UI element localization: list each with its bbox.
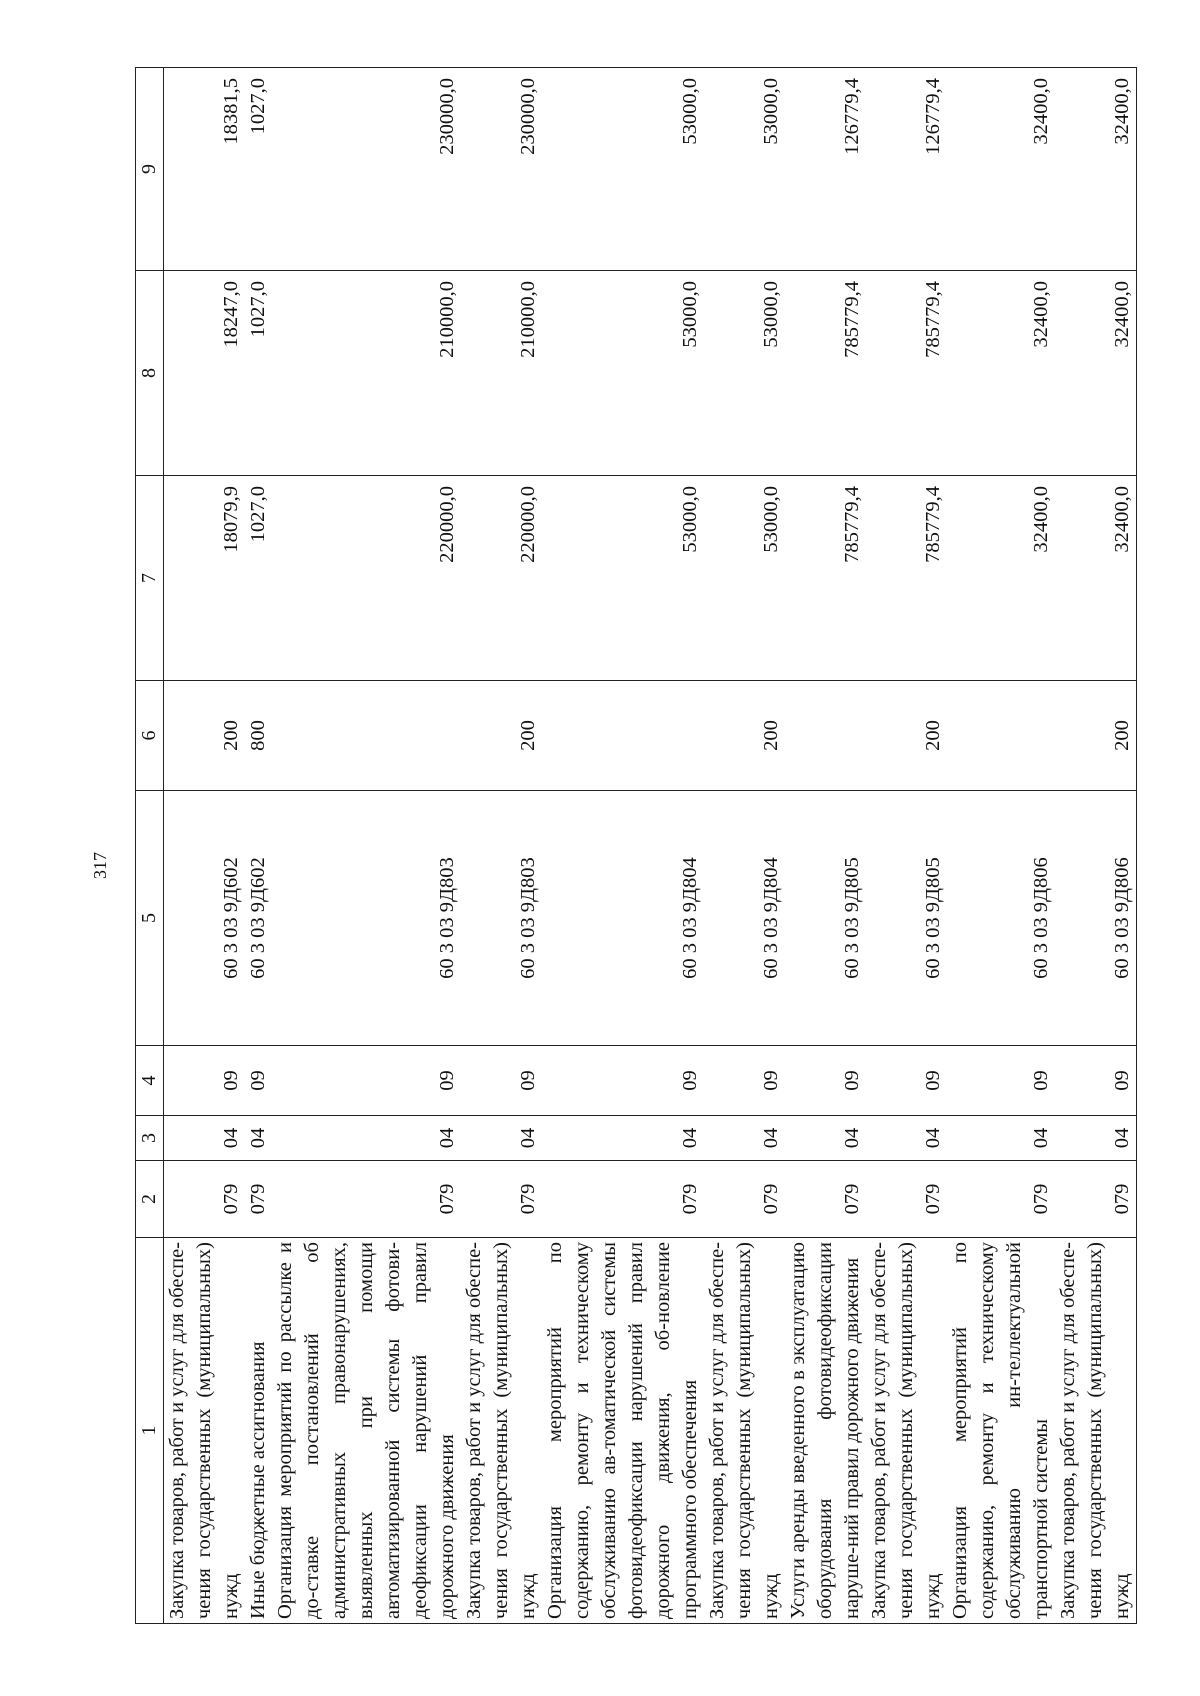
cell-col-5: 60 3 03 9Д806: [1055, 791, 1137, 1046]
cell-value: 18079,9: [220, 486, 242, 553]
cell-value: 800: [247, 720, 269, 751]
cell-value: 04: [220, 1127, 242, 1149]
row-description: [164, 1238, 273, 1624]
row-description: [704, 1238, 785, 1624]
cell-col-7: [164, 476, 273, 681]
cell-col-4: [164, 1046, 273, 1116]
cell-col-3: 04: [866, 1116, 947, 1161]
cell-col-3: 04: [947, 1116, 1055, 1161]
cell-col-6: [947, 681, 1055, 791]
row-description: [272, 1238, 461, 1624]
cell-col-9: 32400,0: [1055, 68, 1137, 271]
row-description-text: Услуги аренды введенного в эксплуатацию оборудования фотовидеофиксации наруше-ний правил дорожного движения: [787, 1242, 863, 1619]
cell-col-2: 079: [704, 1161, 785, 1238]
cell-value: 1027,0: [247, 486, 269, 543]
header-col-2: 2: [136, 1161, 164, 1238]
cell-col-8: 53000,0: [542, 271, 704, 476]
cell-col-6: 200: [704, 681, 785, 791]
cell-col-8: [164, 271, 273, 476]
cell-col-2: 079: [785, 1161, 866, 1238]
cell-col-2: 079: [542, 1161, 704, 1238]
row-description: [542, 1238, 704, 1624]
cell-col-8: 32400,0: [1055, 271, 1137, 476]
cell-col-6: [542, 681, 704, 791]
cell-col-4: 09: [542, 1046, 704, 1116]
cell-col-6: 200: [866, 681, 947, 791]
header-col-3: 3: [136, 1116, 164, 1161]
cell-col-5: 60 3 03 9Д804: [704, 791, 785, 1046]
row-description-text: Организация мероприятий по рассылке и до-ставке постановлений об административных правонарушениях, выявленных при помощи автоматизированной системы фотови-деофиксации нарушений правил дорожного движения: [274, 1242, 458, 1619]
row-description: [866, 1238, 947, 1624]
cell-col-3: 04: [272, 1116, 461, 1161]
cell-col-7: 220000,0: [461, 476, 542, 681]
cell-col-4: 09: [461, 1046, 542, 1116]
table-row: [704, 68, 785, 1624]
cell-value: 09: [220, 1070, 242, 1091]
cell-col-7: 53000,0: [704, 476, 785, 681]
cell-col-4: 09: [1055, 1046, 1137, 1116]
cell-col-9: 126779,4: [866, 68, 947, 271]
header-col-7: 7: [136, 476, 164, 681]
header-col-8: 8: [136, 271, 164, 476]
cell-col-8: 210000,0: [272, 271, 461, 476]
row-description-text: Закупка товаров, работ и услуг для обеспе-чения государственных (муниципальных) нужд: [463, 1242, 539, 1619]
cell-col-9: 53000,0: [704, 68, 785, 271]
cell-value: 18381,5: [220, 78, 242, 145]
cell-value: 18247,0: [220, 281, 242, 348]
cell-col-3: [164, 1116, 273, 1161]
cell-col-5: 60 3 03 9Д805: [785, 791, 866, 1046]
cell-value: 09: [247, 1070, 269, 1091]
table-row: [1055, 68, 1137, 1624]
header-col-6: 6: [136, 681, 164, 791]
cell-col-3: 04: [542, 1116, 704, 1161]
cell-value: 1027,0: [247, 78, 269, 135]
table-row: [542, 68, 704, 1624]
table-row: [272, 68, 461, 1624]
header-col-1: 1: [136, 1238, 164, 1624]
cell-col-2: 079: [866, 1161, 947, 1238]
table-row: [461, 68, 542, 1624]
row-description-text: Закупка товаров, работ и услуг для обеспе-чения государственных (муниципальных) нужд: [166, 1242, 242, 1619]
row-description: [461, 1238, 542, 1624]
cell-col-9: [164, 68, 273, 271]
cell-col-7: 32400,0: [1055, 476, 1137, 681]
cell-col-8: 785779,4: [866, 271, 947, 476]
row-description-text: Закупка товаров, работ и услуг для обеспе-чения государственных (муниципальных) нужд: [706, 1242, 782, 1619]
cell-col-2: 079: [1055, 1161, 1137, 1238]
cell-col-6: 200: [1055, 681, 1137, 791]
cell-col-4: 09: [704, 1046, 785, 1116]
table-row: [947, 68, 1055, 1624]
cell-col-3: 04: [704, 1116, 785, 1161]
cell-col-2: 079: [947, 1161, 1055, 1238]
cell-col-4: 09: [866, 1046, 947, 1116]
row-description-text: Закупка товаров, работ и услуг для обеспе-чения государственных (муниципальных) нужд: [868, 1242, 944, 1619]
cell-value: 60 3 03 9Д602: [220, 857, 242, 979]
cell-value: 1027,0: [247, 281, 269, 338]
cell-col-9: 126779,4: [785, 68, 866, 271]
header-col-4: 4: [136, 1046, 164, 1116]
cell-col-9: 230000,0: [272, 68, 461, 271]
cell-col-2: [164, 1161, 273, 1238]
row-description-text: Закупка товаров, работ и услуг для обеспе-чения государственных (муниципальных) нужд: [1057, 1242, 1133, 1619]
cell-col-7: 32400,0: [947, 476, 1055, 681]
cell-col-6: [272, 681, 461, 791]
cell-col-5: [164, 791, 273, 1046]
cell-col-7: 53000,0: [542, 476, 704, 681]
cell-col-2: 079: [461, 1161, 542, 1238]
cell-col-5: 60 3 03 9Д804: [542, 791, 704, 1046]
cell-col-4: 09: [785, 1046, 866, 1116]
cell-col-3: 04: [785, 1116, 866, 1161]
cell-col-3: 04: [1055, 1116, 1137, 1161]
cell-value: 60 3 03 9Д602: [247, 857, 269, 979]
cell-value: 04: [247, 1127, 269, 1149]
cell-col-5: 60 3 03 9Д806: [947, 791, 1055, 1046]
cell-col-4: 09: [947, 1046, 1055, 1116]
row-description: [1055, 1238, 1137, 1624]
row-description-text-2: Иные бюджетные ассигнования: [247, 1341, 269, 1619]
cell-col-7: 785779,4: [866, 476, 947, 681]
cell-col-5: 60 3 03 9Д805: [866, 791, 947, 1046]
cell-col-3: 04: [461, 1116, 542, 1161]
row-description-text: Организация мероприятий по содержанию, ремонту и техническому обслуживанию ин-теллектуальной транспортной системы: [949, 1242, 1052, 1619]
cell-col-6: [164, 681, 273, 791]
cell-col-5: 60 3 03 9Д803: [461, 791, 542, 1046]
cell-col-9: 230000,0: [461, 68, 542, 271]
cell-col-8: 785779,4: [785, 271, 866, 476]
page-number: [87, 835, 113, 895]
header-col-5: 5: [136, 791, 164, 1046]
cell-value: 079: [220, 1183, 242, 1215]
cell-col-8: 210000,0: [461, 271, 542, 476]
cell-col-6: [785, 681, 866, 791]
cell-col-8: 53000,0: [704, 271, 785, 476]
cell-col-2: 079: [272, 1161, 461, 1238]
cell-col-4: 09: [272, 1046, 461, 1116]
cell-col-9: 32400,0: [947, 68, 1055, 271]
budget-table: [135, 67, 1137, 1624]
cell-col-8: 32400,0: [947, 271, 1055, 476]
table-row: [866, 68, 947, 1624]
table-row: [164, 68, 273, 1624]
cell-col-6: 200: [461, 681, 542, 791]
cell-col-5: 60 3 03 9Д803: [272, 791, 461, 1046]
cell-col-7: 785779,4: [785, 476, 866, 681]
cell-col-9: 53000,0: [542, 68, 704, 271]
header-col-9: 9: [136, 68, 164, 271]
row-description: [947, 1238, 1055, 1624]
table-row: [785, 68, 866, 1624]
row-description: [785, 1238, 866, 1624]
page-number-text: 317: [89, 851, 110, 879]
cell-value: 079: [247, 1183, 269, 1215]
row-description-text: Организация мероприятий по содержанию, ремонту и техническому обслуживанию ав-томатической системы фотовидеофиксации нарушений правил дорожного движения, об-новление программного обеспечения: [544, 1242, 701, 1619]
cell-col-7: 220000,0: [272, 476, 461, 681]
cell-value: 200: [220, 720, 242, 751]
header-row: [136, 68, 164, 1624]
budget-table-rotated: [135, 68, 1133, 1624]
